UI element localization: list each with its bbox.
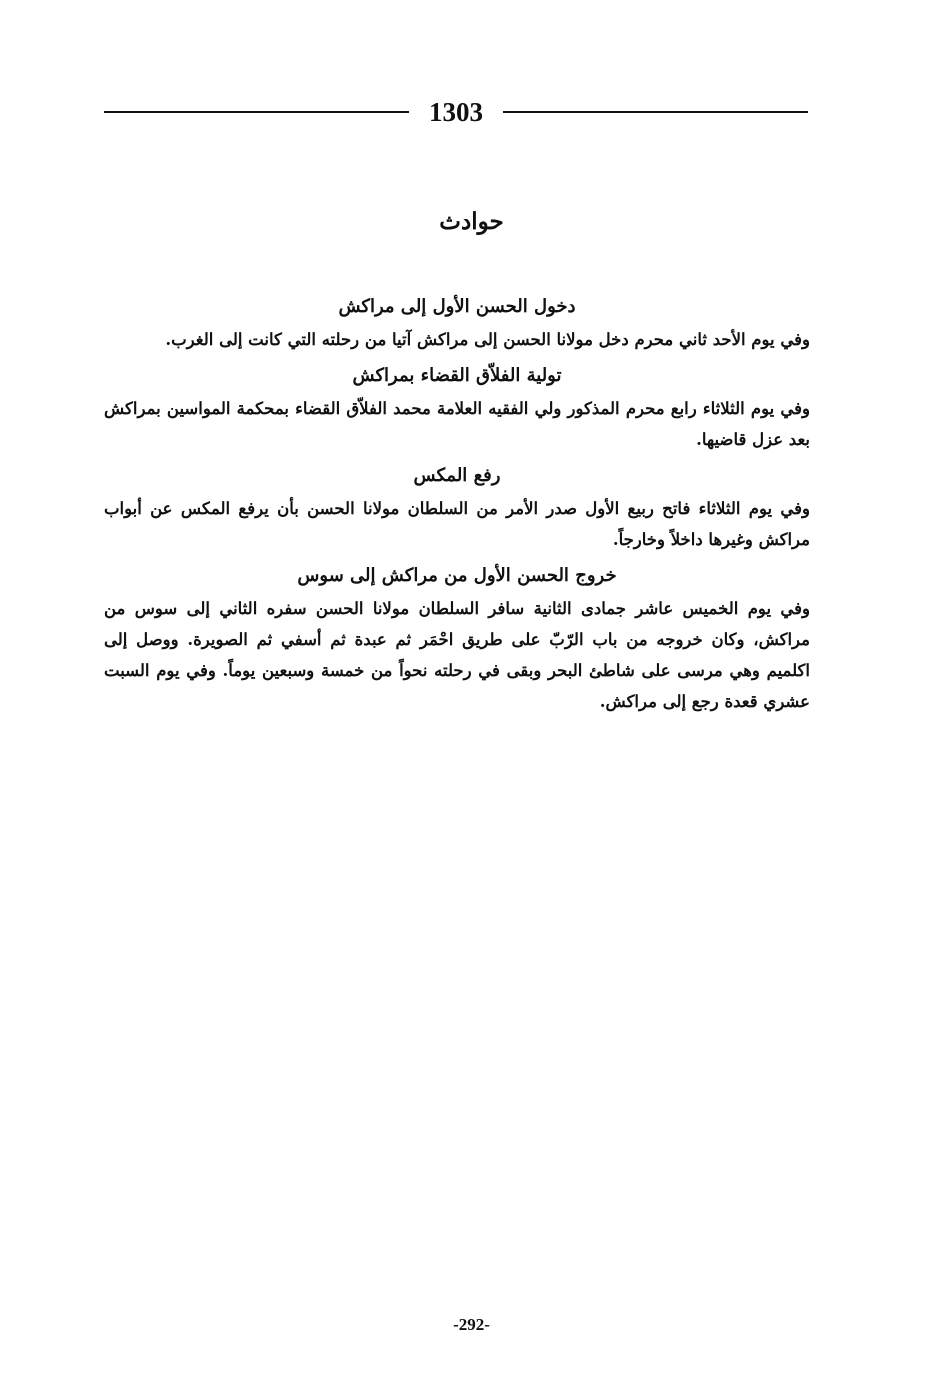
section-paragraph: وفي يوم الثلاثاء فاتح ربيع الأول صدر الأمر من السلطان مولانا الحسن بأن يرفع المكس عن أبواب مراكش وغيرها داخلاً وخارجاً.: [104, 499, 810, 549]
section: [104, 292, 810, 355]
section-paragraph: وفي يوم الأحد ثاني محرم دخل مولانا الحسن إلى مراكش آتيا من رحلته التي كانت إلى الغرب.: [165, 330, 810, 349]
section-paragraph: وفي يوم الثلاثاء رابع محرم المذكور ولي الفقيه العلامة محمد الفلاّق القضاء بمحكمة المواسين بمراكش بعد عزل قاضيها.: [104, 399, 810, 449]
section-heading: رفع المكس: [413, 465, 501, 486]
page-number: -292-: [453, 1315, 490, 1334]
section-heading: تولية الفلاّق القضاء بمراكش: [352, 365, 562, 386]
header-rule-right: [503, 111, 808, 113]
year-heading: 1303: [429, 96, 483, 127]
section: [104, 361, 810, 455]
header-rule-left: [104, 111, 409, 113]
section: [104, 561, 810, 717]
section-heading: دخول الحسن الأول إلى مراكش: [338, 296, 576, 317]
page-title: حوادث: [439, 208, 504, 235]
content-body: [104, 292, 810, 723]
section: [104, 461, 810, 555]
page-header: [104, 92, 808, 132]
section-paragraph: وفي يوم الخميس عاشر جمادى الثانية سافر السلطان مولانا الحسن سفره الثاني إلى سوس من مراكش، وكان خروجه من باب الرّبّ على طريق احْمَر ثم عبدة ثم أسفي ثم الصويرة. ووصل إلى اكلميم وهي مرسى على شاطئ البحر وبقى في رحلته نحواً من خمسة وسبعين يوماً. وفي يوم السبت عشري قعدة رجع إلى مراكش.: [104, 599, 810, 711]
section-heading: خروج الحسن الأول من مراكش إلى سوس: [297, 565, 617, 586]
